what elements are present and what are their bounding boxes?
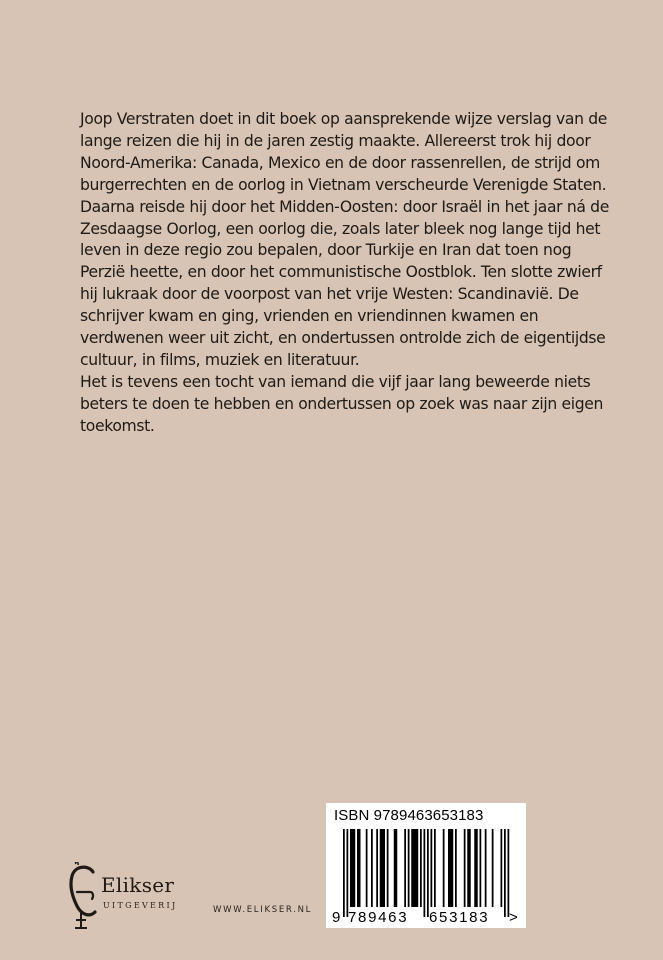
barcode-bar bbox=[380, 829, 385, 907]
publisher-logo bbox=[63, 862, 213, 932]
isbn-label: ISBN 9789463653183 bbox=[334, 807, 484, 824]
barcode-digits-right: 653183 bbox=[429, 909, 490, 926]
barcode-bar bbox=[464, 829, 466, 907]
barcode-bar bbox=[357, 829, 361, 907]
barcode-bar bbox=[480, 829, 482, 907]
barcode-digit-first: 9 bbox=[332, 909, 341, 926]
barcode-bar bbox=[431, 829, 433, 907]
barcode-bar bbox=[387, 829, 389, 907]
barcode-bar bbox=[455, 829, 457, 907]
barcode-bar bbox=[404, 829, 406, 907]
barcode-bar bbox=[371, 829, 373, 907]
publisher-subtitle: UITGEVERIJ bbox=[103, 901, 178, 910]
barcode-bar bbox=[485, 829, 487, 907]
barcode-bar bbox=[501, 829, 503, 907]
barcode-bar bbox=[420, 829, 422, 907]
barcode-guard-bar bbox=[508, 829, 510, 917]
barcode-bar bbox=[408, 829, 410, 907]
barcode-bar bbox=[448, 829, 453, 907]
barcode-guard-bar bbox=[504, 829, 506, 917]
barcode-guard-bar bbox=[424, 829, 426, 917]
publisher-name: Elikser bbox=[101, 873, 175, 897]
back-cover-blurb bbox=[80, 109, 610, 438]
barcode-digits-left: 789463 bbox=[348, 909, 409, 926]
barcode-quiet-zone-mark: > bbox=[509, 909, 518, 926]
barcode-bar bbox=[434, 829, 436, 907]
barcode-bar bbox=[467, 829, 471, 907]
isbn-barcode bbox=[326, 803, 526, 928]
blurb-paragraph-1: Joop Verstraten doet in dit boek op aansprekende wijze verslag van de lange reizen die hij in de jaren zestig maakte. Allereerst trok hij door Noord-Amerika: Canada, Mexico en de door rassenrellen, de strijd om burgerrechten en de oorlog in Vietnam verscheurde Verenigde Staten. Daarna reisde hij door het Midden-Oosten: door Israël in het jaar ná de Zesdaagse Oorlog, een oorlog die, zoals later bleek nog lange tijd het leven in deze regio zou bepalen, door Turkije en Iran dat toen nog Perzië heette, en door het communistische Oostblok. Ten slotte zwierf hij lukraak door de voorpost van het vrije Westen: Scandinavië. De schrijver kwam en ging, vrienden en vriendinnen kwamen en verdwenen weer uit zicht, en ondertussen ontrolde zich de eigentijdse cultuur, in films, muziek en literatuur. bbox=[80, 110, 609, 369]
barcode-bar bbox=[443, 829, 445, 907]
barcode-bar bbox=[411, 829, 418, 907]
ornate-e-monogram-icon bbox=[63, 862, 103, 932]
barcode-bar bbox=[394, 829, 398, 907]
barcode-bar bbox=[474, 829, 478, 907]
barcode-bar bbox=[376, 829, 378, 907]
barcode-guard-bar bbox=[347, 829, 349, 917]
publisher-website: WWW.ELIKSER.NL bbox=[213, 905, 313, 915]
barcode-bar bbox=[366, 829, 368, 907]
barcode-guard-bar bbox=[343, 829, 345, 917]
barcode-bar bbox=[492, 829, 494, 907]
blurb-paragraph-2: Het is tevens een tocht van iemand die vijf jaar lang beweerde niets beters te doen te hebben en ondertussen op zoek was naar zijn eigen toekomst. bbox=[80, 372, 604, 435]
barcode-bar bbox=[350, 829, 355, 907]
barcode-guard-bar bbox=[427, 829, 429, 917]
